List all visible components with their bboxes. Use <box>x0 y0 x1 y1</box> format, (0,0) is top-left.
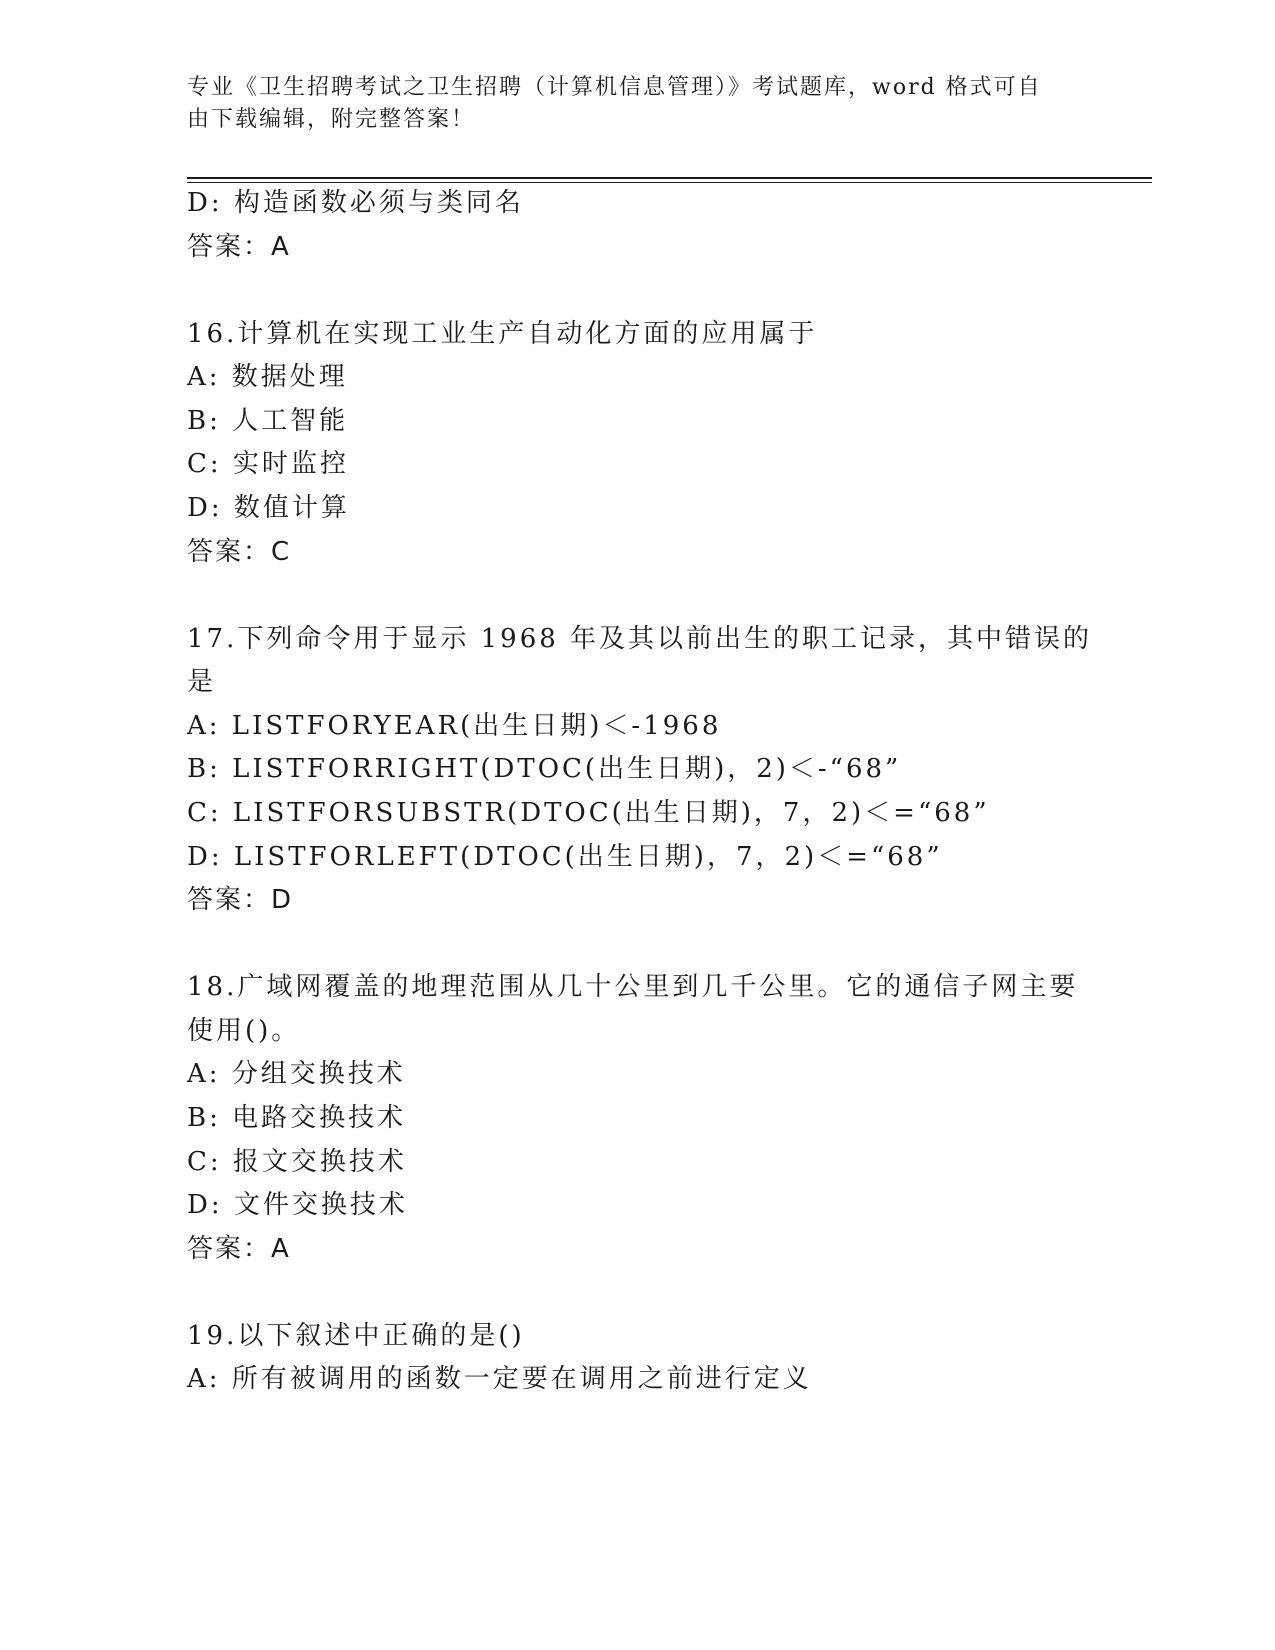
q18-option-c: C: 报文交换技术 <box>187 1147 407 1177</box>
q16-answer: 答案：C <box>187 537 292 567</box>
q17-option-d: D: LISTFORLEFT(DTOC(出生日期)，7，2)＜=“68” <box>187 842 943 872</box>
q19-stem: 19.以下叙述中正确的是() <box>187 1321 525 1351</box>
q18-answer: 答案：A <box>187 1234 291 1264</box>
q16-option-b: B: 人工智能 <box>187 406 349 436</box>
q18-stem-line-1: 18.广域网覆盖的地理范围从几十公里到几千公里。它的通信子网主要 <box>187 972 1079 1002</box>
q18-option-a: A: 分组交换技术 <box>187 1059 406 1089</box>
q16-option-a: A: 数据处理 <box>187 362 348 392</box>
header-line-1: 专业《卫生招聘考试之卫生招聘（计算机信息管理）》考试题库，word 格式可自 <box>187 75 1042 100</box>
q17-option-b: B: LISTFORRIGHT(DTOC(出生日期)，2)＜-“68” <box>187 754 902 784</box>
q17-stem-line-1: 17.下列命令用于显示 1968 年及其以前出生的职工记录，其中错误的 <box>187 624 1093 654</box>
document-header <box>187 72 1067 136</box>
q16-stem: 16.计算机在实现工业生产自动化方面的应用属于 <box>187 319 818 349</box>
q16-option-c: C: 实时监控 <box>187 449 349 479</box>
q17-option-c: C: LISTFORSUBSTR(DTOC(出生日期)，7，2)＜=“68” <box>187 798 990 828</box>
header-line-2: 由下载编辑，附完整答案！ <box>187 107 476 132</box>
q19-option-a: A: 所有被调用的函数一定要在调用之前进行定义 <box>187 1364 812 1394</box>
q16-option-d: D: 数值计算 <box>187 493 350 523</box>
q18-option-b: B: 电路交换技术 <box>187 1103 407 1133</box>
q17-option-a: A: LISTFORYEAR(出生日期)＜-1968 <box>187 711 722 741</box>
q18-option-d: D: 文件交换技术 <box>187 1190 408 1220</box>
q18-stem-line-2: 使用()。 <box>187 1016 301 1046</box>
q15-answer: 答案：A <box>187 232 291 262</box>
q17-answer: 答案：D <box>187 885 294 915</box>
q15-option-d: D: 构造函数必须与类同名 <box>187 188 524 218</box>
header-divider-thick <box>187 177 1152 179</box>
header-divider-thin <box>187 182 1152 183</box>
q17-stem-line-2: 是 <box>187 667 217 697</box>
